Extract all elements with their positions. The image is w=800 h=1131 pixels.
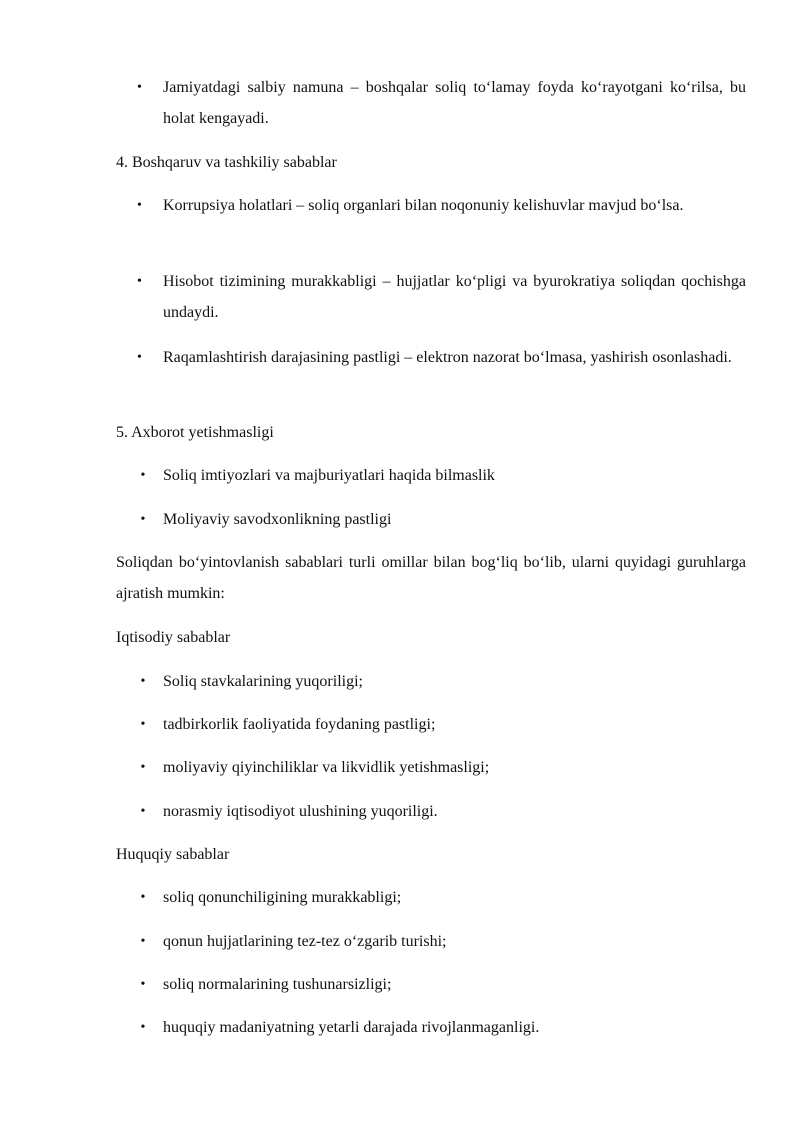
- list-item-text: Moliyaviy savodxonlikning pastligi: [163, 511, 392, 528]
- list-item-text: moliyaviy qiyinchiliklar va likvidlik yetishmasligi;: [163, 759, 490, 776]
- list-item-text: soliq normalarining tushunarsizligi;: [163, 976, 392, 993]
- bullet-marker: •: [140, 977, 146, 992]
- bullet-marker: •: [137, 350, 142, 365]
- list-item: [140, 752, 746, 783]
- bullet-marker: •: [140, 934, 146, 949]
- list-item-text: Korrupsiya holatlari – soliq organlari bilan noqonuniy kelishuvlar mavjud bo‘lsa.: [163, 197, 684, 214]
- bullet-marker: •: [137, 274, 142, 289]
- list-item: [140, 666, 746, 697]
- list-item-text: Raqamlashtirish darajasining pastligi – elektron nazorat bo‘lmasa, yashirish osonlashadi.: [163, 349, 732, 366]
- list-item: [137, 190, 746, 221]
- list-item-text: tadbirkorlik faoliyatida foydaning pastligi;: [163, 716, 436, 733]
- bullet-marker: •: [140, 512, 146, 527]
- list-item-text: Soliq imtiyozlari va majburiyatlari haqida bilmaslik: [163, 467, 495, 484]
- bullet-marker: •: [140, 468, 146, 483]
- bullet-marker: •: [137, 198, 142, 213]
- list-item: [140, 882, 746, 913]
- bullet-marker: •: [137, 80, 142, 95]
- list-item-text: qonun hujjatlarining tez-tez o‘zgarib turishi;: [163, 933, 447, 950]
- list-item: [140, 969, 746, 1000]
- legal-heading: Huquqiy sabablar: [116, 846, 230, 863]
- list-item-text: Jamiyatdagi salbiy namuna – boshqalar soliq to‘lamay foyda ko‘rayotgani ko‘rilsa, bu holat kengayadi.: [163, 79, 746, 127]
- list-item-text: soliq qonunchiligining murakkabligi;: [163, 889, 402, 906]
- summary-paragraph: Soliqdan bo‘yintovlanish sabablari turli omillar bilan bog‘liq bo‘lib, ularni quyidagi guruhlarga ajratish mumkin:: [116, 554, 746, 602]
- list-item: [140, 709, 746, 740]
- list-item: [140, 504, 746, 535]
- section-heading-5: 5. Axborot yetishmasligi: [116, 424, 274, 441]
- bullet-marker: •: [140, 804, 146, 819]
- list-item: [140, 796, 746, 827]
- list-item: [137, 72, 746, 134]
- list-item: [140, 1012, 746, 1043]
- bullet-marker: •: [140, 890, 146, 905]
- economic-heading: Iqtisodiy sabablar: [116, 629, 231, 646]
- list-item-text: Hisobot tizimining murakkabligi – hujjatlar ko‘pligi va byurokratiya soliqdan qochishga undaydi.: [163, 273, 746, 321]
- list-item: [137, 342, 746, 373]
- list-item-text: huquqiy madaniyatning yetarli darajada rivojlanmaganligi.: [163, 1019, 540, 1036]
- bullet-marker: •: [140, 674, 146, 689]
- list-item: [140, 926, 746, 957]
- bullet-marker: •: [140, 760, 146, 775]
- bullet-marker: •: [140, 1020, 146, 1035]
- bullet-marker: •: [140, 717, 146, 732]
- list-item-text: Soliq stavkalarining yuqoriligi;: [163, 673, 363, 690]
- list-item-text: norasmiy iqtisodiyot ulushining yuqoriligi.: [163, 803, 438, 820]
- section-heading-4: 4. Boshqaruv va tashkiliy sabablar: [116, 154, 337, 171]
- list-item: [137, 266, 746, 328]
- list-item: [140, 460, 746, 491]
